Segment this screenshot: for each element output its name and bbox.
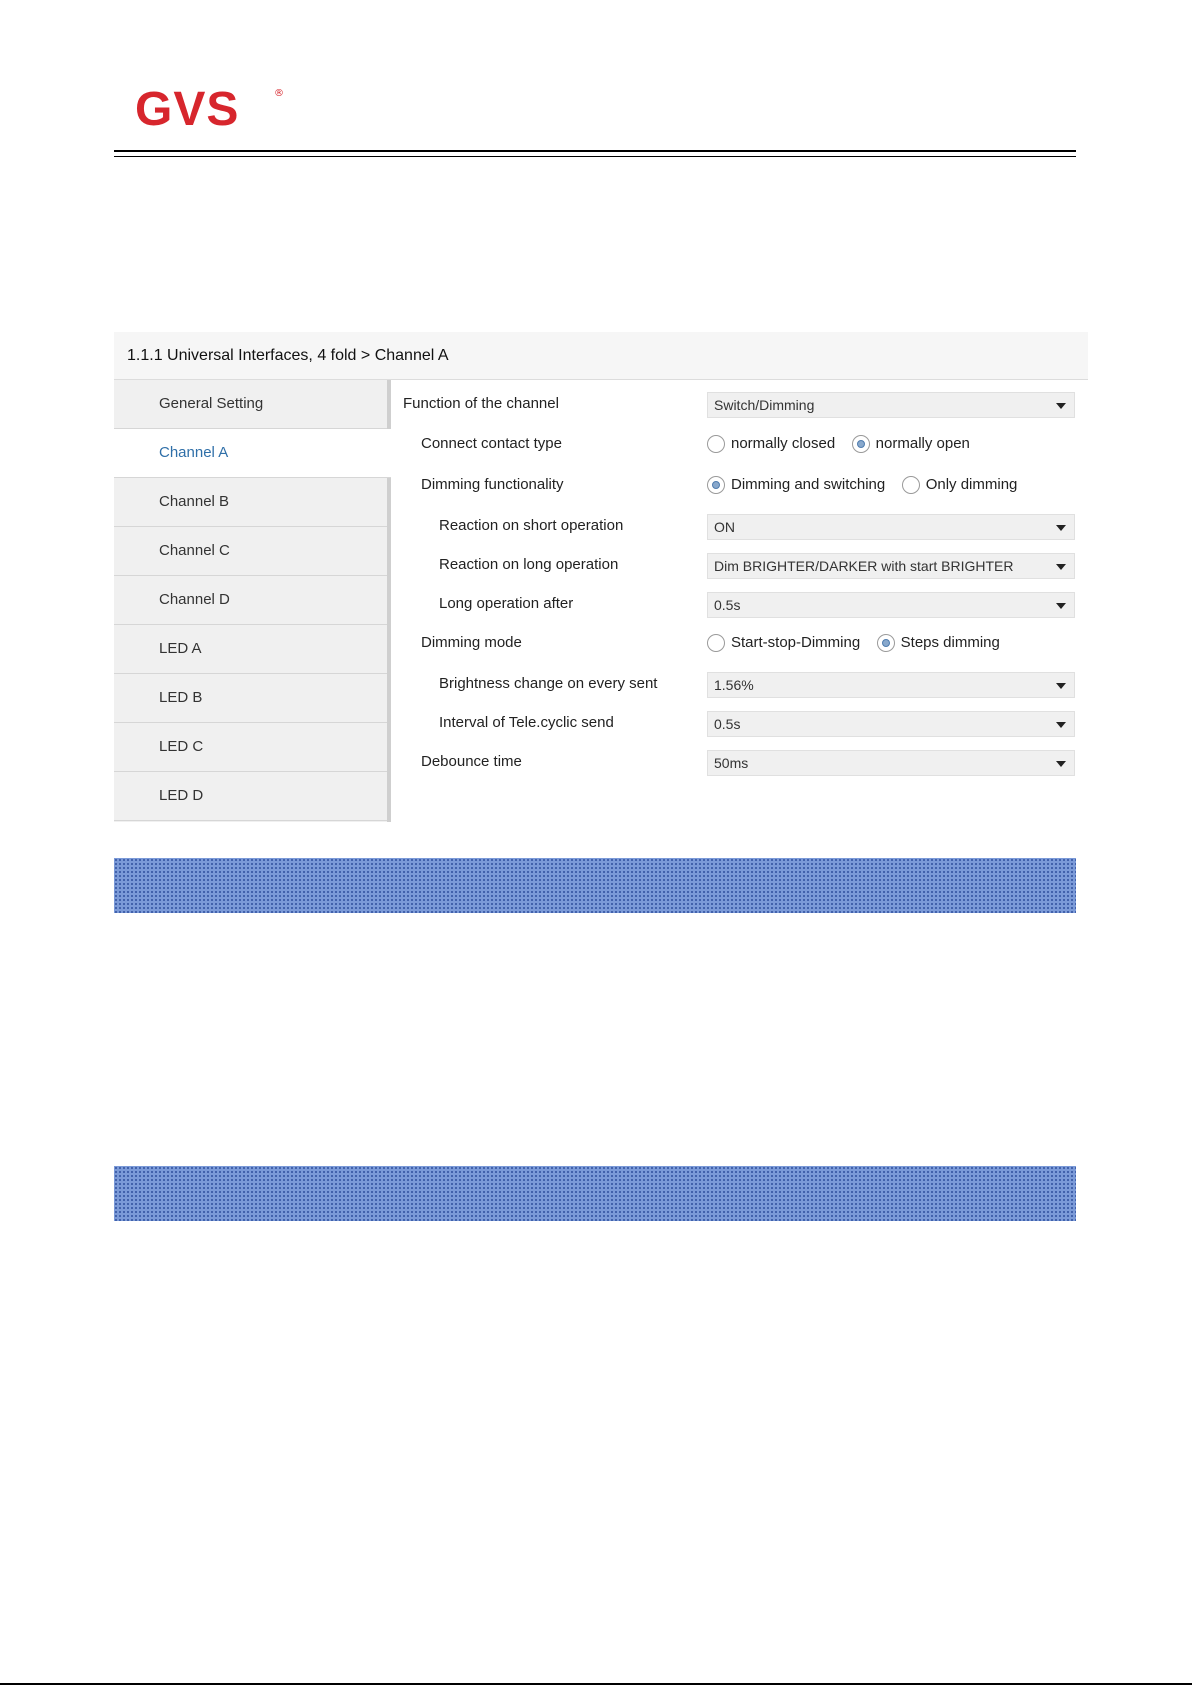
radio-empty-icon [902,476,920,494]
parameter-window [114,332,1088,822]
brightness-change-select[interactable] [707,672,1075,698]
function-select[interactable] [707,392,1075,418]
header-rule-thin [114,156,1076,157]
radio-start-stop-dimming[interactable] [707,627,860,659]
chevron-down-icon [1056,722,1066,728]
sidebar-item-channel-a[interactable]: Channel A [114,429,391,478]
long-operation-select[interactable] [707,553,1075,579]
radio-label: Only dimming [925,476,1018,493]
radio-label: normally open [875,435,970,452]
debounce-time-select[interactable] [707,750,1075,776]
chevron-down-icon [1056,403,1066,409]
short-operation-select[interactable] [707,514,1075,540]
row-long-operation [391,549,1088,581]
section-bar [114,1166,1076,1221]
dimming-functionality-radio-group [707,469,1029,501]
dimming-functionality-label: Dimming functionality [421,476,564,493]
row-dimming-mode [391,627,1088,659]
long-operation-after-label: Long operation after [439,595,574,612]
short-operation-select-value: ON [714,519,735,535]
sidebar-item-led-d[interactable]: LED D [114,772,387,821]
debounce-time-label: Debounce time [421,753,522,770]
interval-cyclic-send-select[interactable] [707,711,1075,737]
section-bar [114,858,1076,913]
logo-registered-mark: ® [274,88,284,99]
radio-label: Steps dimming [900,634,1000,651]
radio-empty-icon [707,435,725,453]
sidebar-item-general-setting[interactable]: General Setting [114,380,387,429]
brightness-change-label: Brightness change on every sent [439,675,658,692]
short-operation-label: Reaction on short operation [439,517,624,534]
function-select-value: Switch/Dimming [714,397,815,413]
radio-empty-icon [707,634,725,652]
sidebar-item-led-c[interactable]: LED C [114,723,387,772]
long-operation-select-value: Dim BRIGHTER/DARKER with start BRIGHTER [714,558,1014,574]
radio-dimming-and-switching[interactable] [707,469,885,501]
contact-type-radio-group [707,428,982,460]
long-operation-after-select[interactable] [707,592,1075,618]
sidebar-item-led-a[interactable]: LED A [114,625,387,674]
debounce-time-select-value: 50ms [714,755,749,771]
interval-cyclic-send-select-value: 0.5s [714,716,741,732]
chevron-down-icon [1056,525,1066,531]
chevron-down-icon [1056,683,1066,689]
radio-steps-dimming[interactable] [877,627,1000,659]
radio-label: Start-stop-Dimming [731,634,861,651]
row-brightness-change [391,668,1088,700]
dimming-mode-label: Dimming mode [421,634,522,651]
row-interval-cyclic-send [391,707,1088,739]
chevron-down-icon [1056,564,1066,570]
radio-label: Dimming and switching [731,476,886,493]
radio-selected-icon [707,476,725,494]
sidebar [114,380,391,822]
sidebar-item-channel-b[interactable]: Channel B [114,478,387,527]
row-long-operation-after [391,588,1088,620]
radio-normally-closed[interactable] [707,428,835,460]
chevron-down-icon [1056,761,1066,767]
parameter-panel [391,380,1088,822]
row-function [391,388,1088,420]
header-rule-thick [114,150,1076,152]
contact-type-label: Connect contact type [421,435,562,452]
dimming-mode-radio-group [707,627,1012,659]
interval-cyclic-send-label: Interval of Tele.cyclic send [439,714,614,731]
row-debounce-time [391,746,1088,778]
window-title: 1.1.1 Universal Interfaces, 4 fold > Channel A [114,332,1088,380]
logo-text: GVS [135,83,240,136]
radio-label: normally closed [731,435,836,452]
sidebar-item-led-b[interactable]: LED B [114,674,387,723]
radio-only-dimming[interactable] [902,469,1018,501]
function-label: Function of the channel [403,395,559,412]
radio-selected-icon [852,435,870,453]
sidebar-item-channel-d[interactable]: Channel D [114,576,387,625]
chevron-down-icon [1056,603,1066,609]
radio-selected-icon [877,634,895,652]
row-contact-type [391,428,1088,460]
row-dimming-functionality [391,469,1088,501]
sidebar-item-channel-c[interactable]: Channel C [114,527,387,576]
radio-normally-open[interactable] [852,428,970,460]
long-operation-after-select-value: 0.5s [714,597,741,613]
brightness-change-select-value: 1.56% [714,677,754,693]
long-operation-label: Reaction on long operation [439,556,619,573]
row-short-operation [391,510,1088,542]
